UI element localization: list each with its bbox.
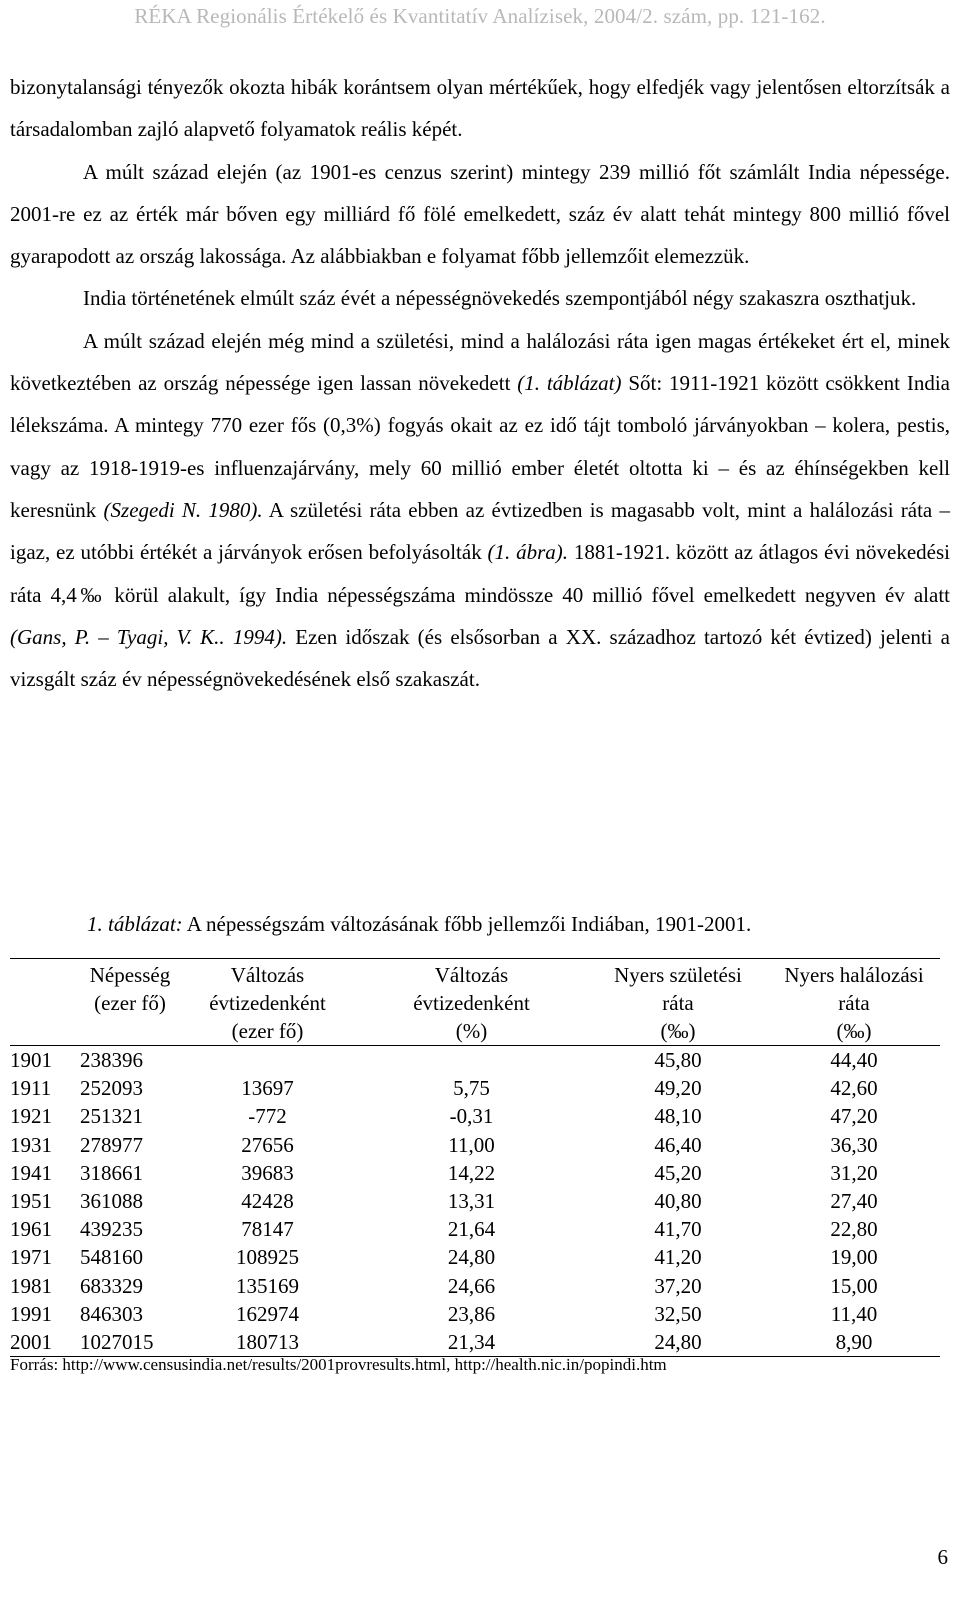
table-cell: 1921 <box>10 1104 52 1129</box>
paragraph-text: 1881-1921. között az átlagos évi növekedési ráta 4,4‰ körül alakult, így India népességszáma mindössze 40 millió fővel emelkedett negyven év alatt <box>10 540 950 607</box>
table-cell: 27,40 <box>830 1189 878 1214</box>
table-cell: 1991 <box>10 1301 52 1326</box>
paragraph-text: bizonytalansági tényezők okozta hibák korántsem olyan mértékűek, hogy elfedjék vagy jelentősen eltorzítsák a társadalomban zajló alapvető folyamatok reális képét. <box>10 75 950 142</box>
table-cell: 1901 <box>10 1048 52 1072</box>
table-cell: 1961 <box>10 1217 52 1242</box>
table-cell: 36,30 <box>830 1132 878 1157</box>
table-cell: 180713 <box>236 1330 299 1355</box>
table-header-row <box>10 959 940 1046</box>
table-cell: 11,40 <box>830 1301 878 1326</box>
table-row <box>10 1328 940 1357</box>
table-cell: 42,60 <box>830 1076 878 1101</box>
column-header <box>10 959 80 1046</box>
page-number: 6 <box>937 1545 948 1569</box>
citation-text: (1. ábra). <box>487 540 569 565</box>
paragraph-text: A múlt század elején még mind a születési, mind a halálozási ráta igen magas értékeket ért el, minek következtében az ország népessége igen lassan növekedett <box>10 328 950 396</box>
table-cell: 41,20 <box>654 1245 702 1270</box>
column-header: Változás évtizedenként (ezer fő) <box>209 963 326 1043</box>
table-cell: 22,80 <box>830 1217 878 1242</box>
table-cell: 45,80 <box>654 1048 702 1072</box>
table-cell: -0,31 <box>449 1104 494 1129</box>
table-row <box>10 1102 940 1130</box>
citation-text: (Gans, P. – Tyagi, V. K.. 1994). <box>10 624 288 649</box>
table-row <box>10 1300 940 1328</box>
table-cell: 439235 <box>80 1217 143 1242</box>
citation-text: (1. táblázat) <box>517 371 622 396</box>
table-cell: 361088 <box>80 1189 143 1214</box>
table-cell: 1951 <box>10 1189 52 1214</box>
table-cell: 19,00 <box>830 1245 878 1270</box>
table-cell: 8,90 <box>835 1330 873 1355</box>
table-cell: 37,20 <box>654 1273 702 1298</box>
population-table <box>10 958 940 1357</box>
table-cell <box>180 1046 355 1075</box>
paragraph-text: A születési ráta ebben az évtizedben is magasabb volt, mint a halálozási ráta – igaz, ez utóbbi értékét a járványok erősen befolyásolták <box>10 497 950 565</box>
table-row <box>10 1131 940 1159</box>
table-cell: 135169 <box>236 1273 299 1298</box>
paragraph <box>10 66 950 151</box>
running-header: RÉKA Regionális Értékelő és Kvantitatív Analízisek, 2004/2. szám, pp. 121-162. <box>134 4 826 28</box>
paragraph <box>10 277 950 319</box>
table-cell: 318661 <box>80 1160 143 1185</box>
table-cell: 1981 <box>10 1273 52 1298</box>
table-cell: 1971 <box>10 1245 52 1270</box>
table-cell: 2001 <box>10 1330 52 1355</box>
table-cell: 24,80 <box>654 1330 702 1355</box>
table-cell: 40,80 <box>654 1189 702 1214</box>
table-cell: 1941 <box>10 1160 52 1185</box>
table-cell: 1027015 <box>80 1330 154 1355</box>
table-cell: 42428 <box>241 1189 294 1214</box>
table-cell: 13697 <box>241 1076 294 1101</box>
table-row <box>10 1074 940 1102</box>
table-cell: 1931 <box>10 1132 52 1157</box>
table-caption-label: 1. táblázat: <box>87 912 183 936</box>
table-cell: 24,80 <box>447 1245 496 1270</box>
table-cell: 45,20 <box>654 1160 702 1185</box>
table-cell: 108925 <box>236 1245 299 1270</box>
table-cell: 24,66 <box>447 1273 496 1298</box>
table-cell: 31,20 <box>830 1160 878 1185</box>
table-cell: 23,86 <box>447 1301 496 1326</box>
table-cell: 32,50 <box>654 1301 702 1326</box>
paragraph-text: A múlt század elején (az 1901-es cenzus szerint) mintegy 239 millió főt számlált India népessége. 2001-re ez az érték már bőven egy milliárd fő fölé emelkedett, száz év alatt tehát mintegy 800 millió fővel gyarapodott az ország lakossága. Az alábbiakban e folyamat főbb jellemzőit elemezzük. <box>10 159 950 269</box>
table-cell: 14,22 <box>447 1160 496 1185</box>
table-cell: 5,75 <box>453 1076 490 1101</box>
table-cell: 1911 <box>10 1076 52 1101</box>
table-cell: 48,10 <box>654 1104 702 1129</box>
table-cell: 15,00 <box>830 1273 878 1298</box>
table-row <box>10 1046 940 1075</box>
table-cell: 548160 <box>80 1245 143 1270</box>
table-cell: 683329 <box>80 1273 143 1298</box>
table-cell: 47,20 <box>830 1104 878 1129</box>
paragraph-text: India történetének elmúlt száz évét a népességnövekedés szempontjából négy szakaszra oszthatjuk. <box>83 286 917 311</box>
paragraph <box>10 151 950 278</box>
table-cell: 49,20 <box>654 1076 702 1101</box>
body-text <box>10 66 950 700</box>
table-caption <box>87 912 751 937</box>
table-cell: 44,40 <box>830 1048 878 1072</box>
table-row <box>10 1215 940 1243</box>
paragraph <box>10 320 950 701</box>
table-cell: 162974 <box>236 1301 299 1326</box>
table-cell: 21,64 <box>447 1217 496 1242</box>
table-cell: -772 <box>248 1104 287 1129</box>
table-cell: 238396 <box>80 1048 143 1072</box>
paragraph-text: Ezen időszak (és elsősorban a XX. századhoz tartozó két évtized) jelenti a vizsgált száz év népességnövekedésének első szakaszát. <box>10 624 950 692</box>
column-header: Változás évtizedenként (%) <box>413 963 530 1043</box>
table-cell: 251321 <box>80 1104 143 1129</box>
column-header: Nyers halálozási ráta (‰) <box>784 963 924 1043</box>
table-cell: 78147 <box>241 1217 294 1242</box>
table-row <box>10 1243 940 1271</box>
table-row <box>10 1187 940 1215</box>
table-cell: 41,70 <box>654 1217 702 1242</box>
table-cell: 13,31 <box>447 1189 496 1214</box>
table-cell: 46,40 <box>654 1132 702 1157</box>
column-header: Népesség (ezer fő) <box>89 963 171 1015</box>
citation-text: (Szegedi N. 1980). <box>103 497 263 522</box>
table-body <box>10 1046 940 1357</box>
table-cell: 278977 <box>80 1132 143 1157</box>
table-caption-title: A népességszám változásának főbb jellemzői Indiában, 1901-2001. <box>182 912 752 936</box>
paragraph-text: Sőt: 1911-1921 között csökkent India lélekszáma. A mintegy 770 ezer fős (0,3%) fogyás okait az ez idő tájt tomboló járványokban – kolera, pestis, vagy az 1918-1919-es influenzajárvány, mely 60 millió ember életét oltotta ki – és az éhínségekben kell keresnünk <box>10 371 950 522</box>
table-cell: 21,34 <box>447 1330 496 1355</box>
column-header: Nyers születési ráta (‰) <box>614 963 742 1043</box>
table-source: Forrás: http://www.censusindia.net/results/2001provresults.html, http://health.nic.in/popindi.htm <box>10 1355 667 1374</box>
table-cell: 846303 <box>80 1301 143 1326</box>
table-cell: 27656 <box>241 1132 294 1157</box>
table-cell: 252093 <box>80 1076 143 1101</box>
table-row <box>10 1272 940 1300</box>
table-cell: 11,00 <box>448 1132 495 1157</box>
table-cell: 39683 <box>241 1160 294 1185</box>
table-row <box>10 1159 940 1187</box>
table-cell <box>355 1046 588 1075</box>
